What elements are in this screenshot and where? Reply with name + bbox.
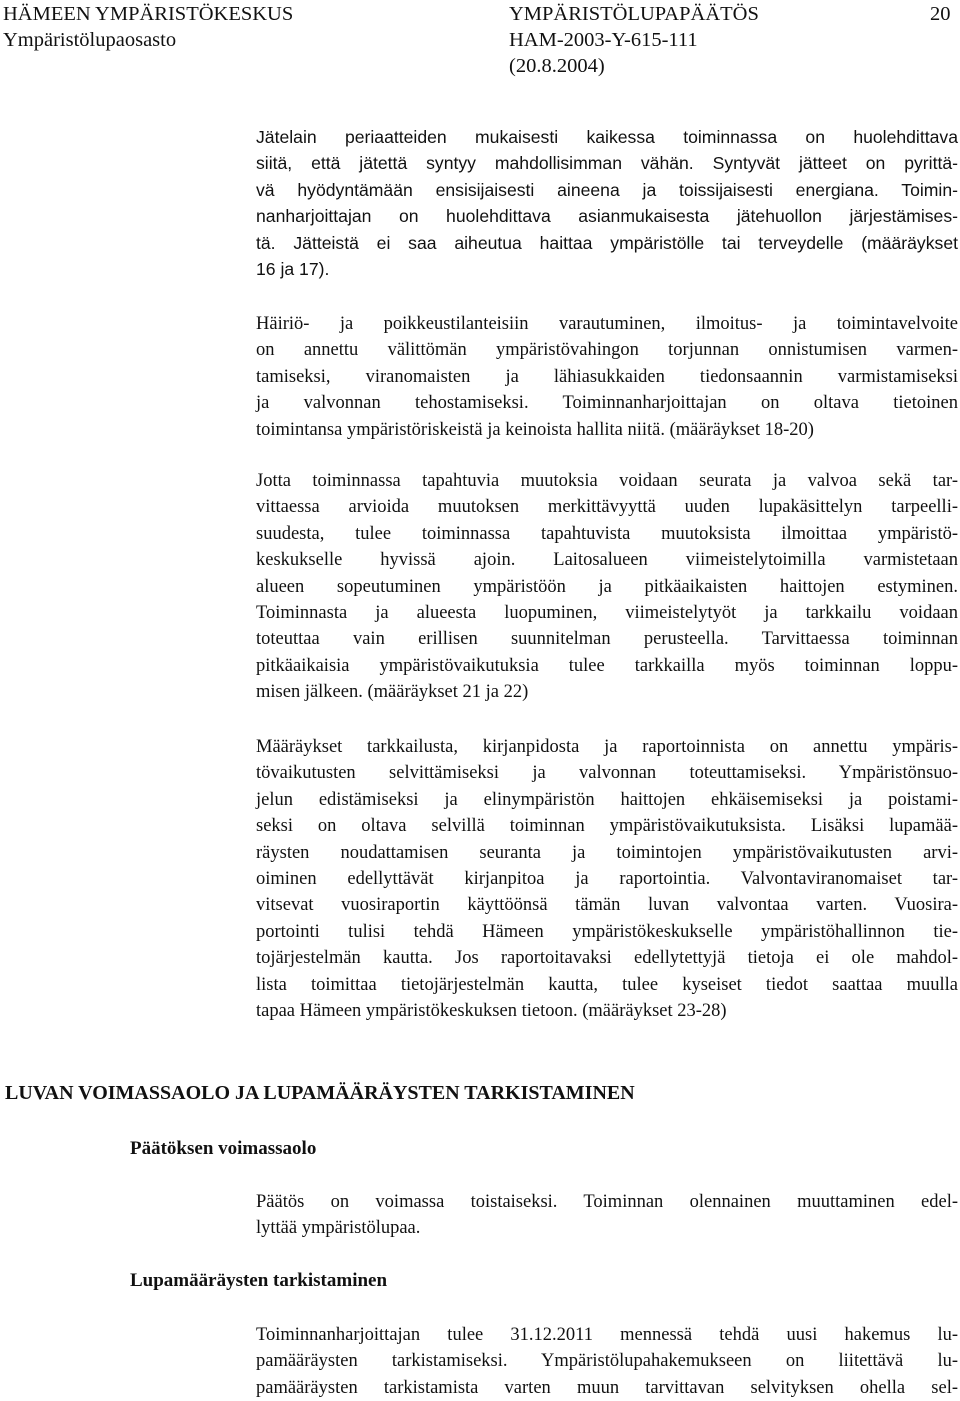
header-doc-type: YMPÄRISTÖLUPAPÄÄTÖS <box>509 3 759 25</box>
subsection-title-validity: Päätöksen voimassaolo <box>130 1138 317 1159</box>
text-line: oiminen edellyttävät kirjanpitoa ja raportointia. Valvontaviranomaiset tar- <box>256 868 958 889</box>
text-line: keskukselle hyvissä ajoin. Laitosalueen viimeistelytoimilla varmistetaan <box>256 550 958 571</box>
subsection-title-review: Lupamääräysten tarkistaminen <box>130 1270 388 1291</box>
header-doc-id: HAM-2003-Y-615-111 <box>509 29 698 51</box>
subsection-body-review <box>256 1322 958 1401</box>
text-line: Toiminnasta ja alueesta luopuminen, viimeistelytyöt ja tarkkailu voidaan <box>256 602 958 623</box>
text-line: seksi on oltava selvillä toiminnan ympäristövaikutuksista. Lisäksi lupamää- <box>256 816 958 837</box>
text-line: lista toimittaa tietojärjestelmän kautta, tulee kyseiset tiedot saattaa muulla <box>256 974 958 995</box>
text-line: vitsevat vuosiraportin käyttöönsä tämän luvan valvontaa varten. Vuosira- <box>256 895 958 916</box>
text-line: alueen sopeutuminen ympäristöön ja pitkäaikaisten haittojen estyminen. <box>256 576 958 597</box>
paragraph-monitoring <box>256 734 958 1024</box>
text-line: Toiminnanharjoittajan tulee 31.12.2011 mennessä tehdä uusi hakemus lu- <box>256 1325 958 1345</box>
header-department: Ympäristölupaosasto <box>3 29 177 51</box>
text-line: misen jälkeen. (määräykset 21 ja 22) <box>256 682 529 703</box>
text-line: tä. Jätteistä ei saa aiheutua haittaa ympäristölle tai terveydelle (määräykset <box>256 232 958 253</box>
section-heading: LUVAN VOIMASSAOLO JA LUPAMÄÄRÄYSTEN TARKISTAMINEN <box>5 1082 635 1104</box>
header-doc-date: (20.8.2004) <box>509 55 605 77</box>
text-line: Määräykset tarkkailusta, kirjanpidosta ja raportoinnista on annettu ympäris- <box>256 737 958 757</box>
text-line: pitkäaikaisia ympäristövaikutuksia tulee tarkkailla myös toiminnan loppu- <box>256 655 958 676</box>
text-line: Päätös on voimassa toistaiseksi. Toiminnan olennainen muuttaminen edel- <box>256 1192 958 1212</box>
text-line: vittaessa arvioida muutoksen merkittävyyttä uuden lupakäsittelyn tarpeelli- <box>256 497 958 518</box>
text-line: pamääräysten tarkistamista varten muun tarvittavan selvityksen ohella sel- <box>256 1377 958 1398</box>
text-line: siitä, että jätettä syntyy mahdollisimman vähän. Syntyvät jätteet on pyrittä- <box>256 153 958 174</box>
text-line: Jätelain periaatteiden mukaisesti kaikessa toiminnassa on huolehdittava <box>256 127 958 147</box>
paragraph-changes <box>256 468 958 706</box>
text-line: toteuttaa vain erillisen suunnitelman perusteella. Tarvittaessa toiminnan <box>256 629 958 650</box>
text-line: 16 ja 17). <box>256 258 330 279</box>
page-number: 20 <box>930 3 951 25</box>
text-line: tapaa Hämeen ympäristökeskuksen tietoon. (määräykset 23-28) <box>256 1000 727 1021</box>
text-line: Jotta toiminnassa tapahtuvia muutoksia voidaan seurata ja valvoa sekä tar- <box>256 471 958 491</box>
text-line: tamiseksi, viranomaisten ja lähiasukkaiden tiedonsaannin varmistamiseksi <box>256 366 958 387</box>
text-line: suudesta, tulee toiminnassa tapahtuvista muutoksista ilmoittaa ympäristö- <box>256 523 958 544</box>
text-line: jelun edistämiseksi ja elinympäristön haittojen ehkäisemiseksi ja poistami- <box>256 789 958 810</box>
header-org: HÄMEEN YMPÄRISTÖKESKUS <box>3 3 294 25</box>
text-line: lyttää ympäristölupaa. <box>256 1218 421 1239</box>
text-line: toimintansa ympäristöriskeistä ja keinoista hallita niitä. (määräykset 18-20) <box>256 419 814 440</box>
paragraph-waste <box>256 124 958 282</box>
text-line: vä hyödyntämään ensisijaisesti aineena ja toissijaisesti energiana. Toimin- <box>256 179 958 200</box>
text-line: pamääräysten tarkistamiseksi. Ympäristölupahakemukseen on liitettävä lu- <box>256 1351 958 1372</box>
text-line: tojärjestelmän kautta. Jos raportoitavaksi edellytettyjä tietoja ei ole mahdol- <box>256 948 958 969</box>
text-line: tövaikutusten selvittämiseksi ja valvonnan toteuttamiseksi. Ympäristönsuo- <box>256 763 958 784</box>
text-line: nanharjoittajan on huolehdittava asianmukaisesta jätehuollon järjestämises- <box>256 206 958 227</box>
text-line: Häiriö- ja poikkeustilanteisiin varautuminen, ilmoitus- ja toimintavelvoite <box>256 314 958 334</box>
text-line: on annettu välittömän ympäristövahingon torjunnan onnistumisen varmen- <box>256 340 958 361</box>
text-line: räysten noudattamisen seuranta ja toimintojen ympäristövaikutusten arvi- <box>256 842 958 863</box>
subsection-body-validity <box>256 1189 958 1242</box>
paragraph-incidents <box>256 311 958 443</box>
text-line: ja valvonnan tehostamiseksi. Toiminnanharjoittajan on oltava tietoinen <box>256 393 958 414</box>
text-line: portointi tulisi tehdä Hämeen ympäristökeskukselle ympäristöhallinnon tie- <box>256 921 958 942</box>
